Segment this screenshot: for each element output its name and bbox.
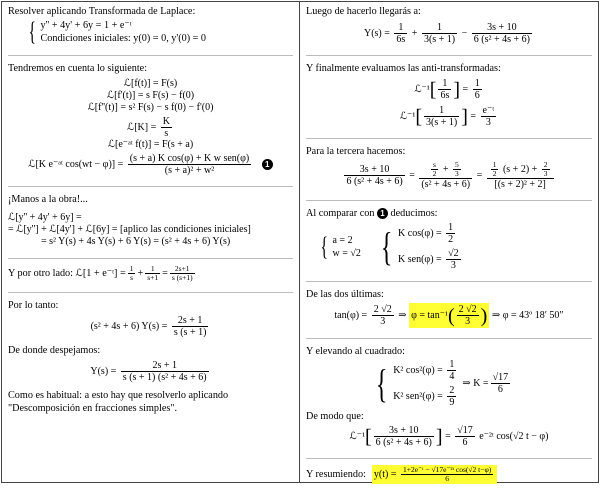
prop-f-prime: ℒ[f'(t)] = s F(s) − f(0) bbox=[106, 90, 195, 101]
separator bbox=[306, 458, 592, 459]
habitual-text-2: "Descomposición en fracciones simples". bbox=[8, 403, 178, 414]
separator bbox=[306, 281, 592, 282]
separator bbox=[8, 186, 293, 187]
separator bbox=[8, 292, 293, 293]
comparar-text: Al comparar con 1 deducimos: bbox=[306, 208, 438, 219]
anti-transform-section bbox=[306, 62, 592, 134]
otro-lado-line: Y por otro lado: ℒ[1 + e⁻ᵗ] = $\frac{1}{s}$ + $\frac{1}{s+1}$ = $\frac{2s+1}{s (s+1)}$ bbox=[8, 264, 193, 282]
right-column bbox=[300, 2, 598, 482]
tercera-equation: $\frac{3s + 10}{\text{6 (s² + 4s + 6)}}$ = $\frac{s}{2}$ + $\frac{5}{3}$ (s² + 4s + 6) = $\frac{1}{2}$ (s + 2) + $\frac{2}{3}$ [(s + 2)² + 2] bbox=[306, 161, 592, 190]
resumiendo-section bbox=[306, 465, 592, 490]
system-brace: { bbox=[28, 17, 36, 46]
modo-text: De modo que: bbox=[306, 411, 364, 422]
elevando-section bbox=[306, 345, 592, 454]
otro-lado-section bbox=[8, 265, 293, 288]
prop-shift: ℒ[e⁻ᵃᵗ f(t)] = F(s + a) bbox=[107, 139, 194, 150]
prop-cos: ℒ[K e⁻ᵃᵗ cos(wt − φ)] = (s + a) K cos(φ) + K w sen(φ) (s + a)² + w² 1 bbox=[8, 153, 293, 176]
prop-f-second: ℒ[f''(t)] = s² F(s) − s f(0) − f'(0) bbox=[87, 102, 214, 113]
despejamos-text: De donde despejamos: bbox=[8, 345, 101, 356]
dos-ultimas-section bbox=[306, 288, 592, 334]
anti-2: ℒ⁻¹[ $\frac{1}{3(s + 1)}$ ] = $\frac{\text{e⁻ᵗ}}{3}$ bbox=[399, 105, 495, 128]
separator bbox=[306, 138, 592, 139]
comparar-systems: { a = 2 w = √2 { K cos(φ) = $\frac{1}{2}$ K sen(φ) = $\frac{√2}{3}$ bbox=[320, 222, 459, 271]
phi-highlight: φ = tan⁻¹( $\frac{2 √2}{3}$ ) bbox=[411, 304, 488, 327]
habitual-text-1: Como es habitual: a esto hay que resolverlo aplicando bbox=[8, 390, 229, 401]
separator bbox=[8, 258, 293, 259]
tercera-text: Para la tercera hacemos: bbox=[306, 146, 406, 157]
elevando-text: Y elevando al cuadrado: bbox=[306, 346, 405, 357]
ys-equation: Y(s) = $\frac{1}{6s}$ + $\frac{1}{3(s + 1)}$ − $\frac{3s + 10}{\text{6 (s² + 4s + 6)}}$ bbox=[363, 22, 531, 45]
finalmente-text: Y finalmente evaluamos las anti-transformadas: bbox=[306, 63, 501, 74]
modo-equation: ℒ⁻¹[ $\frac{3s + 10}{\text{6 (s² + 4s + 6)}}$ ] = $\frac{√17}{6}$ e⁻²ᵗ cos(√2 t − φ) bbox=[349, 425, 549, 448]
problem-statement bbox=[8, 5, 293, 51]
comparar-section bbox=[306, 207, 592, 277]
prop-f: ℒ[f(t)] = F(s) bbox=[123, 78, 178, 89]
tendremos-text: Tendremos en cuenta lo siguiente: bbox=[8, 63, 148, 74]
document-page bbox=[1, 1, 599, 483]
por-lo-tanto-text: Por lo tanto: bbox=[8, 300, 59, 311]
resumiendo-line: Y resumiendo: y(t) = $\frac{\text{1+2e⁻ᵗ − √17e⁻²ᵗ cos(√2 t−φ)}}{6}$ bbox=[306, 465, 592, 484]
reference-badge: 1 bbox=[262, 159, 273, 170]
work-section bbox=[8, 193, 293, 254]
dos-ultimas-text: De las dos últimas: bbox=[306, 289, 384, 300]
anti-1: ℒ⁻¹[ $\frac{1}{6s}$ ] = $\frac{1}{6}$ bbox=[414, 78, 480, 101]
tercera-section bbox=[306, 145, 592, 196]
ode-system bbox=[8, 19, 293, 45]
luego-text: Luego de hacerlo llegarás a: bbox=[306, 6, 421, 17]
manos-text: ¡Manos a la obra!... bbox=[8, 194, 88, 205]
tan-equation: tan(φ) = $\frac{2 √2}{3}$ ⇒ φ = tan⁻¹( $\frac{2 √2}{3}$ ) ⇒ φ = 43º 18′ 50″ bbox=[334, 304, 564, 327]
work-line-3: = s² Y(s) + 4s Y(s) + 6 Y(s) = (s² + 4s + 6) Y(s) bbox=[41, 236, 231, 247]
por-lo-tanto-section bbox=[8, 299, 293, 421]
separator bbox=[306, 55, 592, 56]
work-line-1: ℒ[y'' + 4y' + 6y] = bbox=[8, 212, 82, 223]
initial-conditions: Condiciones iniciales: y(0) = 0, y'(0) = 0 bbox=[40, 33, 207, 44]
separator bbox=[306, 338, 592, 339]
reference-badge: 1 bbox=[377, 208, 388, 219]
separator bbox=[8, 55, 293, 56]
prop-k: ℒ[K] = $\frac{K}{s}$ bbox=[127, 116, 170, 139]
despejamos-equation: Y(s) = $\frac{2s + 1}{\text{s (s + 1) (s² + 4s + 6)}}$ bbox=[90, 360, 207, 383]
luego-section bbox=[306, 5, 592, 51]
ode-equation: y'' + 4y' + 6y = 1 + e⁻ᵗ bbox=[40, 20, 132, 31]
left-column bbox=[2, 2, 300, 482]
intro-text: Resolver aplicando Transformada de Laplace: bbox=[8, 6, 196, 17]
laplace-properties bbox=[8, 62, 293, 182]
elevando-system: { K² cos²(φ) = $\frac{1}{4}$ K² sen²(φ) = $\frac{2}{9}$ ⇒ K = $\frac{√17}{6}$ bbox=[375, 359, 509, 408]
final-highlight: y(t) = $\frac{\text{1+2e⁻ᵗ − √17e⁻²ᵗ cos(√2 t−φ)}}{6}$ bbox=[372, 465, 497, 484]
tanto-equation: (s² + 4s + 6) Y(s) = $\frac{2s + 1}{s (s + 1)}$ bbox=[90, 315, 207, 338]
work-line-2: = ℒ[y''] + ℒ[4y'] + ℒ[6y] = [aplico las condiciones iniciales] bbox=[8, 224, 251, 235]
separator bbox=[306, 200, 592, 201]
